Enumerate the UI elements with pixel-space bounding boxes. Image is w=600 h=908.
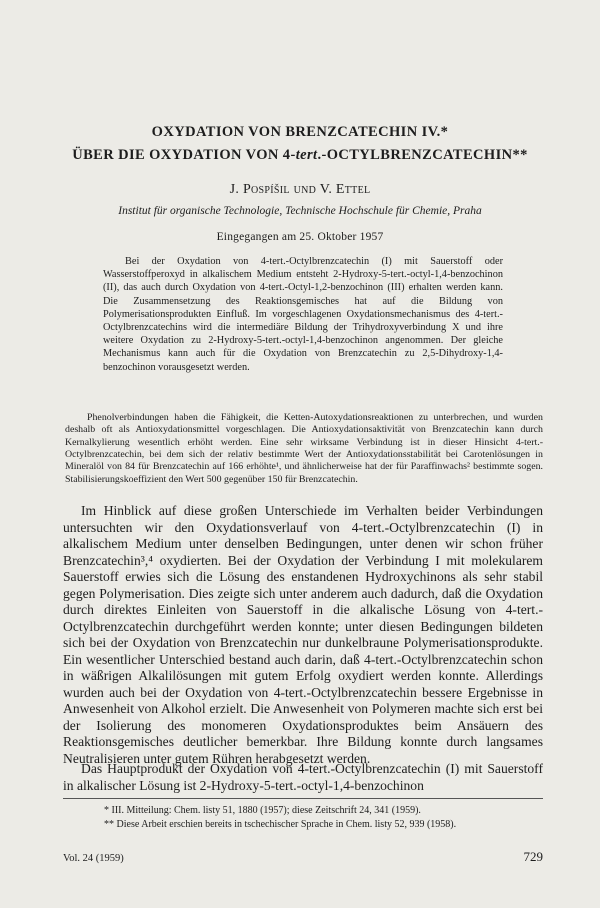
institute: Institut für organische Technologie, Technische Hochschule für Chemie, Praha	[118, 205, 482, 217]
intro-paragraph: Phenolverbindungen haben die Fähigkeit, die Ketten-Autoxydationsreaktionen zu unterbrechen, und wurden deshalb oft als Antioxydationsmittel vorgeschlagen. Die Antioxydationsaktivität von Brenzcatechin kann durch Kernalkylierung wesentlich erhöht werden. Eine sehr wirksame Verbindung ist in dieser Hinsicht 4-tert.-Octylbrenzcatechin, bei dem sich der relativ bestimmte Wert der Antioxydationsstabilität bei Carotenlösungen in Mineralöl von 84 für Brenzcatechin auf 166 erhöhte¹, und ähnlicherweise hat der für Paraffinwachs² bestimmte sogen. Stabilisierungskoeffizient den Wert 500 gegenüber 150 für Brenzcatechin.	[65, 412, 543, 485]
title-line-2-suffix: .-OCTYLBRENZCATECHIN**	[317, 147, 528, 163]
abstract: Bei der Oxydation von 4-tert.-Octylbrenzcatechin (I) mit Sauerstoff oder Wasserstoffperoxyd in alkalischem Medium entsteht 2-Hydroxy-5-tert.-octyl-1,4-benzochinon (II), das auch durch Oxydation von 4-tert.-Octyl-1,2-benzochinon (III) erhalten werden kann. Die Zusammensetzung des Reaktionsgemisches hat auf die Bildung von Polymerisationsprodukten Einfluß. Im vorgeschlagenen Oxydationsmechanismus des 4-tert.-Octylbrenzcatechins wird die intermediäre Bildung der Trihydroxyverbindung X und ihre weitere Oxydation zu 2-Hydroxy-5-tert.-octyl-1,4-benzochinon angenommen. Der gleiche Mechanismus kann auch für die Oxydation von Brenzcatechin zu 2,5-Dihydroxy-1,4-benzochinon vorausgesetzt werden.	[103, 256, 503, 373]
title-line-1: OXYDATION VON BRENZCATECHIN IV.*	[151, 124, 449, 140]
received-date: Eingegangen am 25. Oktober 1957	[216, 231, 384, 243]
body-paragraph-2: Das Hauptprodukt der Oxydation von 4-tert.-Octylbrenzcatechin (I) mit Sauerstoff in alkalischer Lösung ist 2-Hydroxy-5-tert.-octyl-1,4-benzochinon	[63, 761, 543, 793]
footnote-2: ** Diese Arbeit erschien bereits in tschechischer Sprache in Chem. listy 52, 939 (1958).	[104, 819, 457, 830]
footnote-divider	[63, 798, 543, 799]
body-paragraph-1: Im Hinblick auf diese großen Unterschiede im Verhalten beider Verbindungen untersuchten wir den Oxydationsverlauf von 4-tert.-Octylbrenzcatechin (I) in alkalischem Medium unter denselben Bedingungen, unter denen wir schon früher Brenzcatechin³,⁴ oxydierten. Bei der Oxydation der Verbindung I mit molekularem Sauerstoff erwies sich die Lösung des enstandenen Hydroxychinons als sehr stabil gegen Polymerisation. Dies zeigte sich unter anderem auch dadurch, daß die Oxydation durch direktes Einleiten von Sauerstoff in die alkalische Lösung von 4-tert.-Octylbrenzcatechin durchgeführt werden konnte; unter diesen Bedingungen bildeten sich bei der Oxydation von Brenzcatechin nur dunkelbraune Polymerisationsprodukte. Ein wesentlicher Unterschied bestand auch darin, daß 4-tert.-Octylbrenzcatechin schon in wäßrigen Alkalilösungen mit gutem Erfolg oxydiert werden konnte. Allerdings wurden auch bei der Oxydation von 4-tert.-Octylbrenzcatechin bessere Ergebnisse in Anwesenheit von Alkohol erzielt. Die Anwesenheit von Polymeren machte sich erst bei der Isolierung des monomeren Oxydationsproduktes beim Ansäuern des Reaktionsgemisches deutlicher bemerkbar. Ihre Bildung konnte durch langsames Neutralisieren unter gutem Rühren herabgesetzt werden.	[63, 503, 543, 766]
footnote-1: * III. Mitteilung: Chem. listy 51, 1880 (1957); diese Zeitschrift 24, 341 (1959).	[104, 805, 421, 816]
authors: J. Pospíšil und V. Ettel	[229, 182, 371, 197]
title-line-2-italic: tert	[295, 147, 318, 163]
title-line-2	[0, 147, 600, 164]
page-number: 729	[523, 849, 543, 864]
journal-volume: Vol. 24 (1959)	[63, 853, 124, 864]
title-line-2-prefix: ÜBER DIE OXYDATION VON 4-	[72, 147, 296, 163]
